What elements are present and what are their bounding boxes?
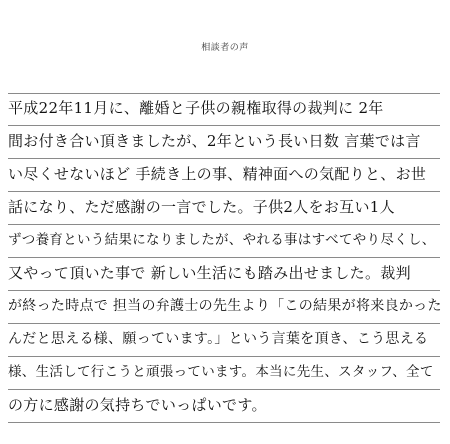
ruled-line: [8, 356, 440, 357]
ruled-line: [8, 422, 440, 423]
ruled-line: [8, 389, 440, 390]
ruled-line: [8, 224, 440, 225]
ruled-line: [8, 191, 440, 192]
letter-line-8: んだと思える様、願っています。」という言葉を頂き、こう思える: [8, 331, 429, 347]
letter-line-10: の方に感謝の気持ちでいっぱいです。: [8, 396, 267, 414]
letter-line-3: い尽くせないほど 手続き上の事、精神面への気配りと、お世: [8, 165, 427, 183]
ruled-line: [8, 158, 440, 159]
letter-line-2: 間お付き合い頂きましたが、2年という長い日数 言葉では言: [8, 132, 421, 150]
ruled-line: [8, 290, 440, 291]
page-title: 相談者の声: [201, 43, 249, 53]
letter-line-6: 又やって頂いた事で 新しい生活にも踏み出せました。裁判: [8, 264, 411, 282]
letter-line-1: 平成22年11月に、離婚と子供の親権取得の裁判に 2年: [8, 99, 384, 117]
ruled-line: [8, 257, 440, 258]
letter-line-7: が終った時点で 担当の弁護士の先生より「この結果が将来良かった: [8, 298, 442, 314]
ruled-line: [8, 93, 440, 94]
letter-line-5: ずつ養育という結果になりましたが、やれる事はすべてやり尽くし、: [8, 232, 436, 248]
ruled-line: [8, 125, 440, 126]
letter-line-9: 様、生活して行こうと頑張っています。本当に先生、スタッフ、全て: [8, 364, 434, 380]
ruled-line: [8, 323, 440, 324]
letter-line-4: 話になり、ただ感謝の一言でした。子供2人をお互い1人: [8, 198, 395, 216]
